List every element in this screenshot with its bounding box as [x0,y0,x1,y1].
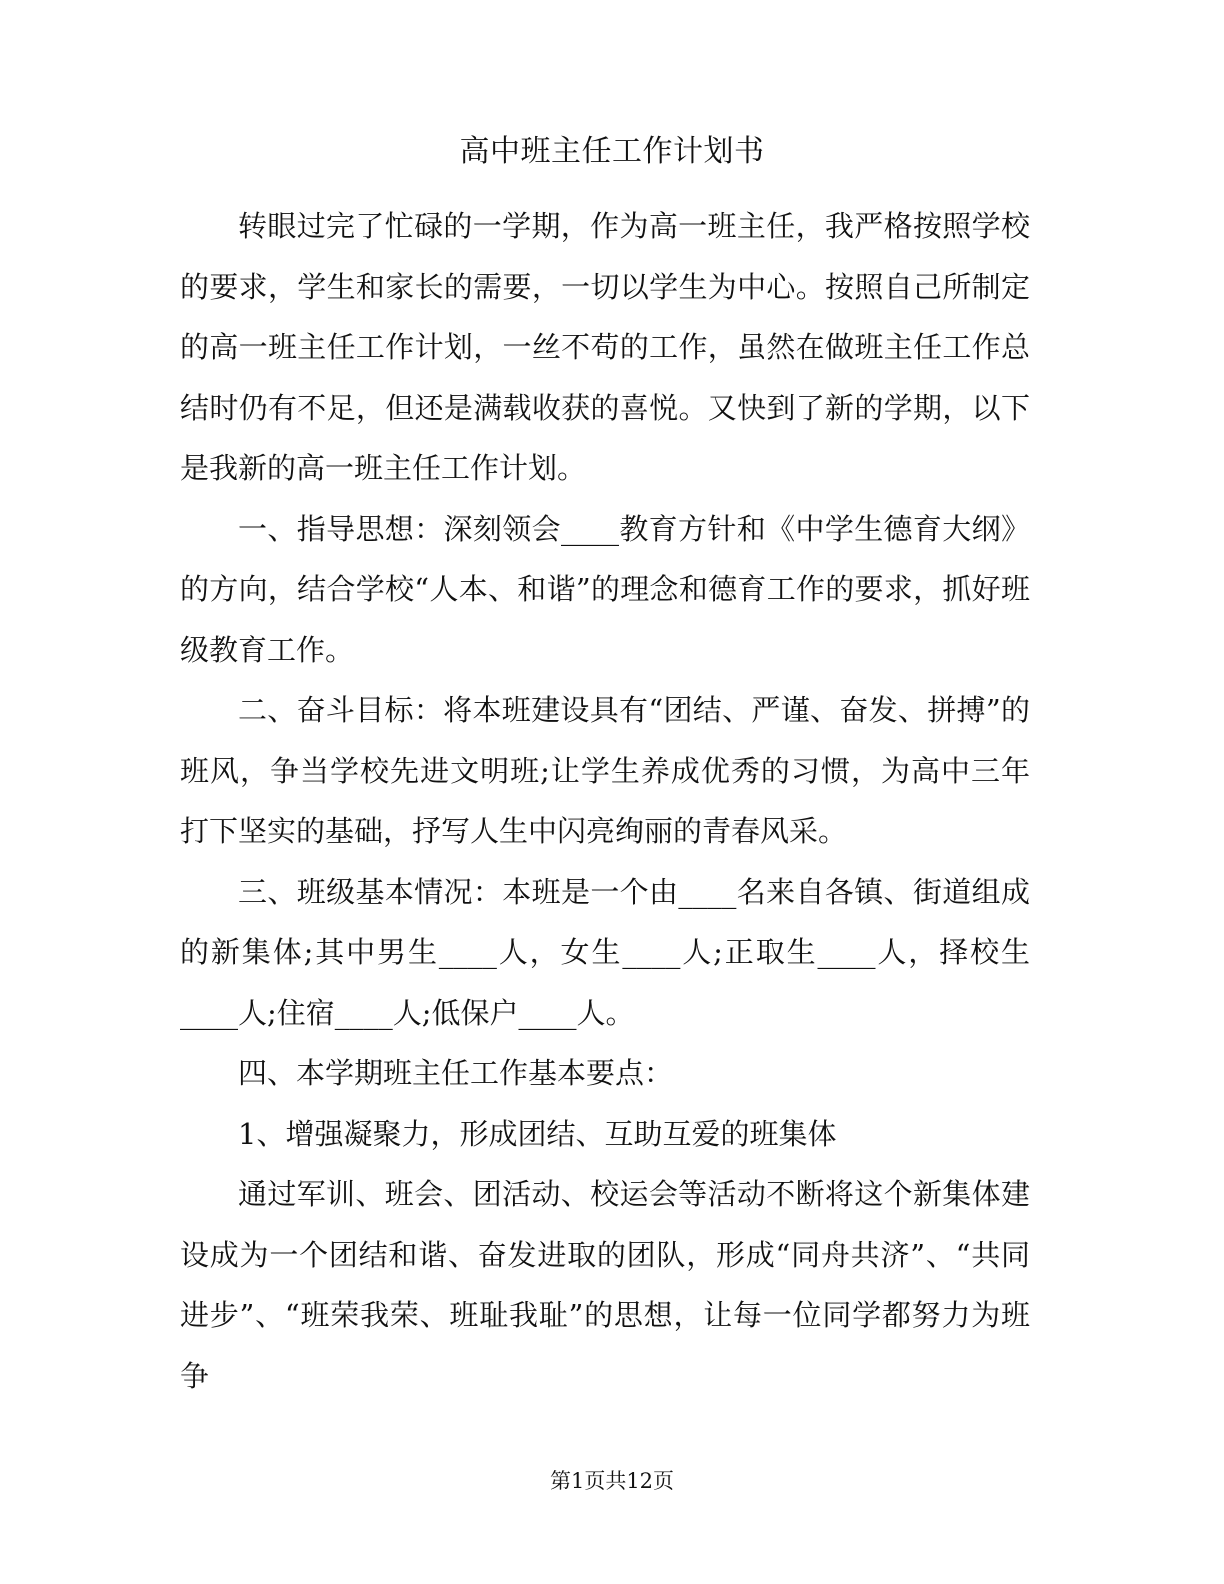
paragraph-point-1-heading: 1、增强凝聚力，形成团结、互助互爱的班集体 [238,1116,837,1151]
paragraph-intro: 转眼过完了忙碌的一学期，作为高一班主任，我严格按照学校的要求，学生和家长的需要，一切以学生为中心。按照自己所制定的高一班主任工作计划，一丝不苟的工作，虽然在做班主任工作总结时仍有不足，但还是满载收获的喜悦。又快到了新的学期，以下是我新的高一班主任工作计划。 [180,209,1030,485]
document-body [180,196,1030,1406]
paragraph-class-situation: 三、班级基本情况：本班是一个由____名来自各镇、街道组成的新集体;其中男生____人，女生____人;正取生____人，择校生____人;住宿____人;低保户____人。 [180,874,1030,1030]
page-number-footer: 第1页共12页 [549,1469,675,1493]
paragraph-goals: 二、奋斗目标：将本班建设具有“团结、严谨、奋发、拼搏”的班风，争当学校先进文明班;让学生养成优秀的习惯，为高中三年打下坚实的基础，抒写人生中闪亮绚丽的青春风采。 [180,693,1030,848]
paragraph-guiding-ideology: 一、指导思想：深刻领会____教育方针和《中学生德育大纲》的方向，结合学校“人本、和谐”的理念和德育工作的要求，抓好班级教育工作。 [180,511,1030,667]
paragraph-point-1-body: 通过军训、班会、团活动、校运会等活动不断将这个新集体建设成为一个团结和谐、奋发进取的团队，形成“同舟共济”、“共同进步”、“班荣我荣、班耻我耻”的思想，让每一位同学都努力为班争 [180,1177,1030,1393]
paragraph-key-points-heading: 四、本学期班主任工作基本要点： [238,1056,674,1090]
document-title: 高中班主任工作计划书 [459,134,765,169]
